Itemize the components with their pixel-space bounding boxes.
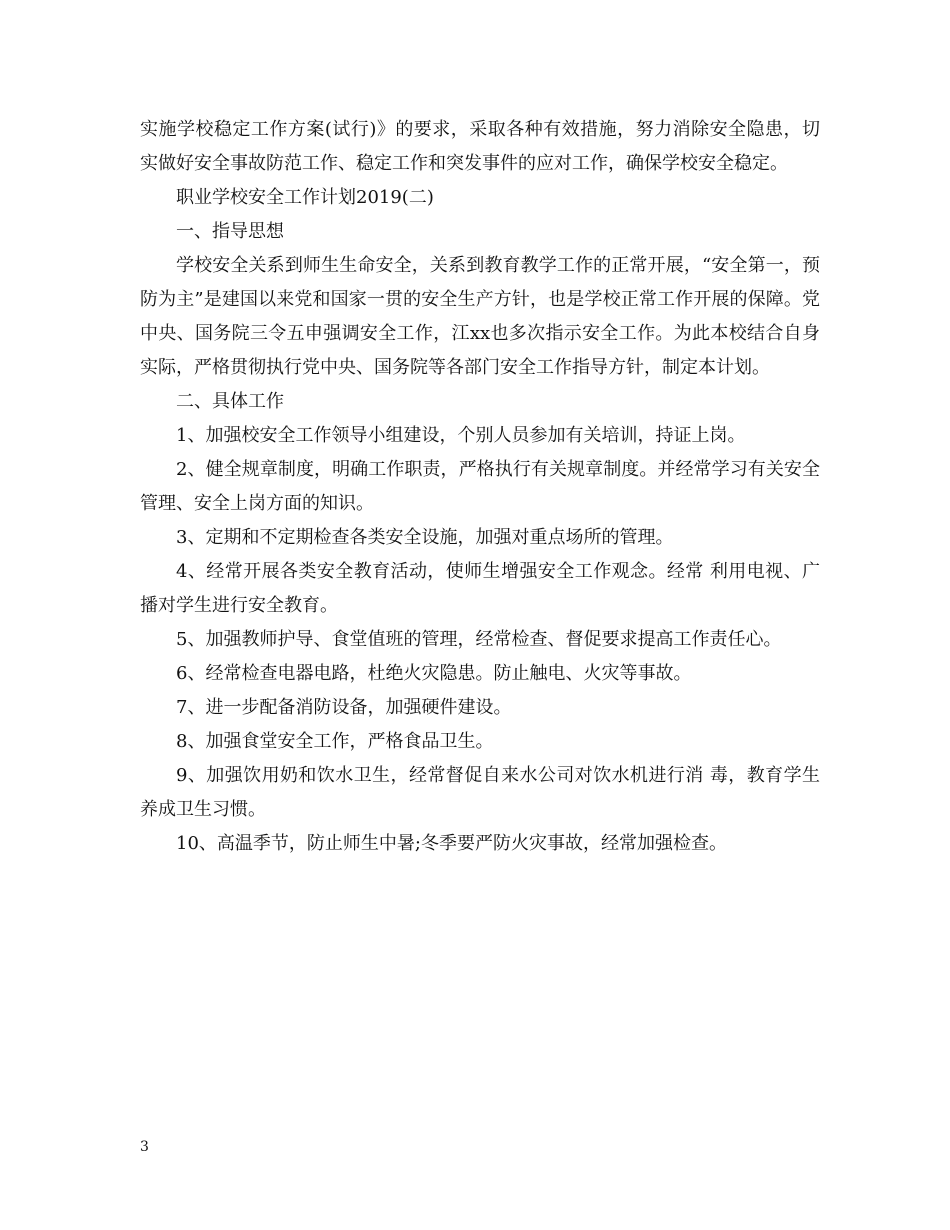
heading-guiding-ideology: 一、指导思想 [176, 221, 284, 242]
list-item: 9、加强饮用奶和饮水卫生，经常督促自来水公司对饮水机进行消 毒，教育学生养成卫生习惯。 [140, 765, 820, 820]
list-item: 3、定期和不定期检查各类安全设施，加强对重点场所的管理。 [176, 527, 674, 548]
heading-specific-work: 二、具体工作 [176, 391, 284, 412]
list-item: 10、高温季节，防止师生中暑;冬季要严防火灾事故，经常加强检查。 [176, 833, 727, 854]
list-item: 5、加强教师护导、食堂值班的管理，经常检查、督促要求提高工作责任心。 [176, 629, 782, 650]
document-body [140, 113, 820, 861]
paragraph: 学校安全关系到师生生命安全，关系到教育教学工作的正常开展，“安全第一，预防为主”是建国以来党和国家一贯的安全生产方针，也是学校正常工作开展的保障。党中央、国务院三令五申强调安全工作，江xx也多次指示安全工作。为此本校结合自身实际，严格贯彻执行党中央、国务院等各部门安全工作指导方针，制定本计划。 [140, 255, 820, 378]
section-title: 职业学校安全工作计划2019(二) [176, 187, 434, 208]
list-item: 7、进一步配备消防设备，加强硬件建设。 [176, 697, 512, 718]
list-item: 4、经常开展各类安全教育活动，使师生增强安全工作观念。经常 利用电视、广播对学生进行安全教育。 [140, 561, 820, 616]
list-item: 1、加强校安全工作领导小组建设，个别人员参加有关培训，持证上岗。 [176, 425, 746, 446]
page-number: 3 [140, 1139, 149, 1155]
paragraph: 实施学校稳定工作方案(试行)》的要求，采取各种有效措施，努力消除安全隐患，切实做好安全事故防范工作、稳定工作和突发事件的应对工作，确保学校安全稳定。 [140, 119, 820, 174]
list-item: 8、加强食堂安全工作，严格食品卫生。 [176, 731, 494, 752]
list-item: 2、健全规章制度，明确工作职责，严格执行有关规章制度。并经常学习有关安全管理、安全上岗方面的知识。 [140, 459, 820, 514]
list-item: 6、经常检查电器电路，杜绝火灾隐患。防止触电、火灾等事故。 [176, 663, 692, 684]
